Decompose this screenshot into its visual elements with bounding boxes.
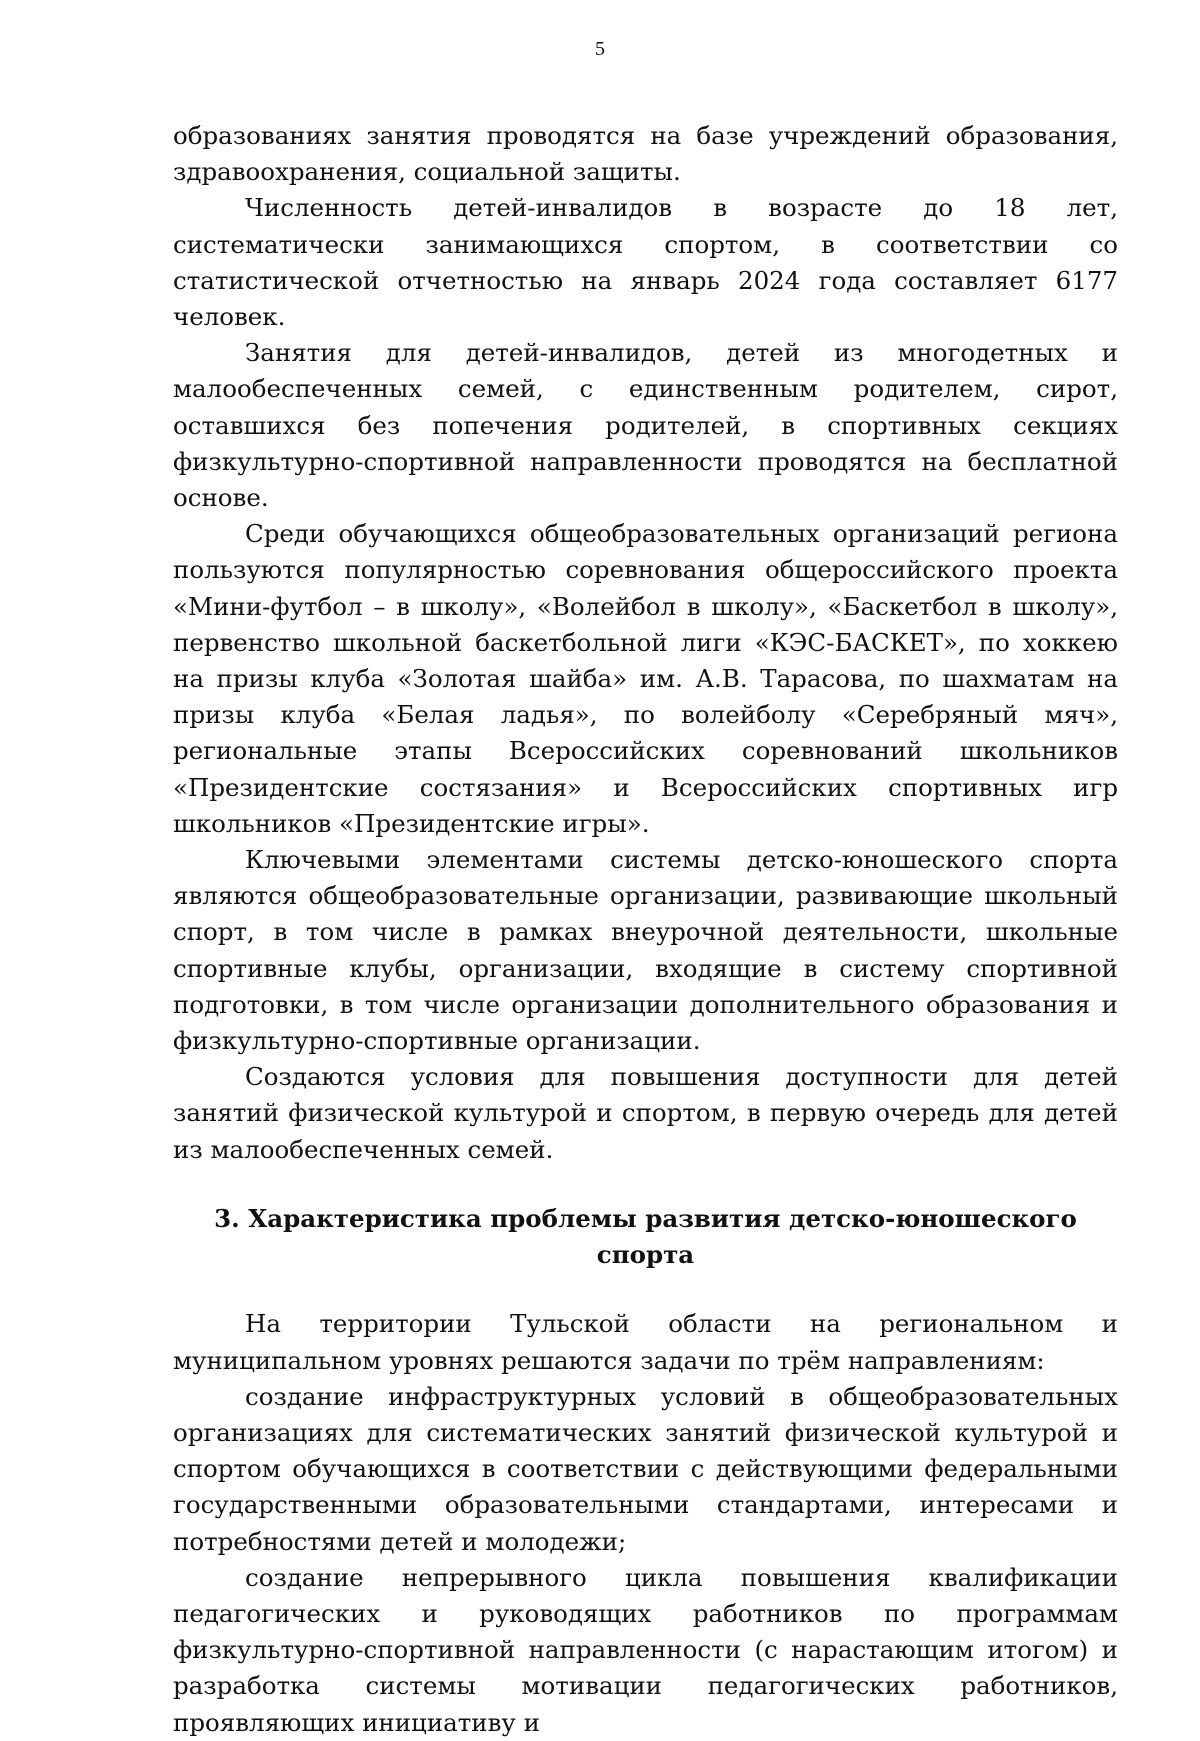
paragraph-key-elements: Ключевыми элементами системы детско-юношеского спорта являются общеобразовательные организации, развивающие школьный спорт, в том числе в рамках внеурочной деятельности, школьные спортивные клубы, организации, входящие в систему спортивной подготовки, в том числе организации дополнительного образования и физкультурно-спортивные организации. [173,845,1118,1056]
page-number: 5 [595,38,605,60]
paragraph-accessibility: Создаются условия для повышения доступности для детей занятий физической культурой и спортом, в первую очередь для детей из малообеспеченных семей. [173,1062,1118,1164]
paragraph-continuation: образованиях занятия проводятся на базе учреждений образования, здравоохранения, социальной защиты. [173,121,1118,187]
paragraph-disabled-children-count: Численность детей-инвалидов в возрасте до 18 лет, систематически занимающихся спортом, в соответствии со статистической отчетностью на январь 2024 года составляет 6177 человек. [173,193,1118,332]
section-heading: 3. Характеристика проблемы развития детско-юношеского спорта [214,1203,1077,1270]
paragraph-infrastructure: создание инфраструктурных условий в общеобразовательных организациях для систематических занятий физической культурой и спортом обучающихся в соответствии с действующими федеральными государственными образовательными стандартами, интересами и потребностями детей и молодежи; [173,1381,1118,1556]
paragraph-competitions: Среди обучающихся общеобразовательных организаций региона пользуются популярностью соревнования общероссийского проекта «Мини-футбол – в школу», «Волейбол в школу», «Баскетбол в школу», первенство школьной баскетбольной лиги «КЭС-БАСКЕТ», по хоккею на призы клуба «Золотая шайба» им. А.В. Тарасова, по шахматам на призы клуба «Белая ладья», по волейболу «Серебряный мяч», региональные этапы Всероссийских соревнований школьников «Президентские состязания» и Всероссийских спортивных игр школьников «Президентские игры». [173,519,1118,838]
document-body [173,118,1118,1741]
paragraph-free-classes: Занятия для детей-инвалидов, детей из многодетных и малообеспеченных семей, с единственным родителем, сирот, оставшихся без попечения родителей, в спортивных секциях физкультурно-спортивной направленности проводятся на бесплатной основе. [173,338,1118,513]
paragraph-tula-directions: На территории Тульской области на региональном и муниципальном уровнях решаются задачи по трём направлениям: [173,1309,1118,1375]
paragraph-qualification: создание непрерывного цикла повышения квалификации педагогических и руководящих работников по программам физкультурно-спортивной направленности (с нарастающим итогом) и разработка системы мотивации педагогических работников, проявляющих инициативу и [173,1562,1118,1737]
